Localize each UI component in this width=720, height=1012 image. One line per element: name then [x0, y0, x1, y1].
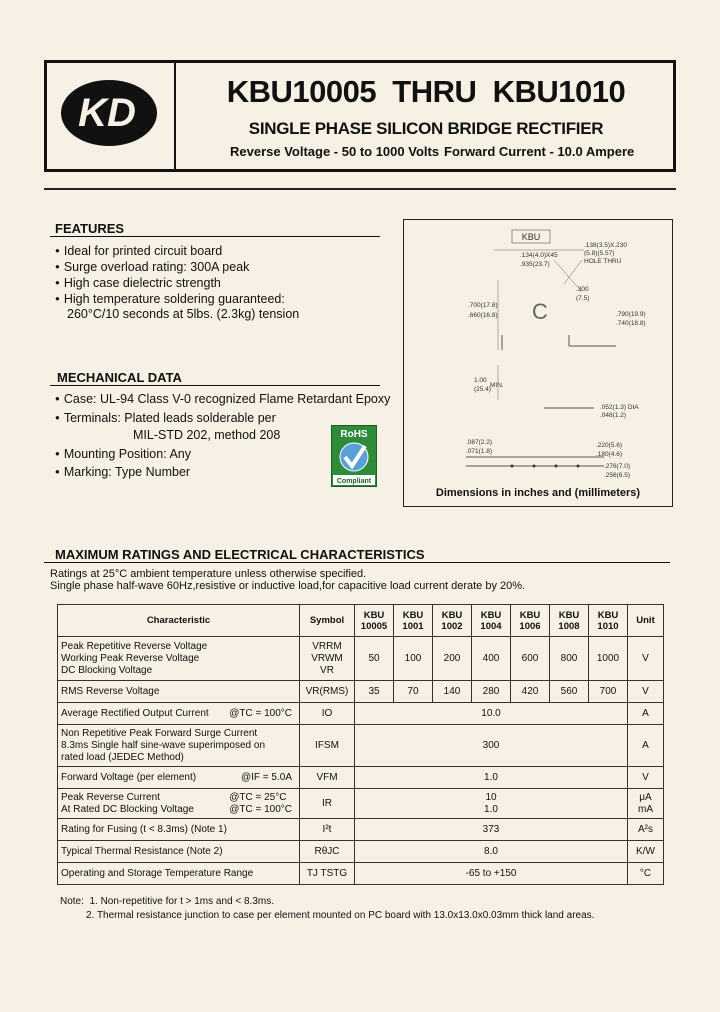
- value-cell: 35: [355, 681, 394, 703]
- col-header: KBU 1002: [433, 605, 472, 637]
- col-header: Symbol: [300, 605, 355, 637]
- dim-label: .935(23.7): [520, 261, 550, 268]
- value-cell: 10.0: [355, 703, 628, 725]
- unit-cell: °C: [628, 863, 664, 885]
- col-header: KBU 1001: [394, 605, 433, 637]
- characteristic-cell: Forward Voltage (per element) @IF = 5.0A: [58, 767, 300, 789]
- col-header: Unit: [628, 605, 664, 637]
- characteristic-cell: Peak Repetitive Reverse Voltage Working Peak Reverse Voltage DC Blocking Voltage: [58, 637, 300, 681]
- characteristic-cell: Operating and Storage Temperature Range: [58, 863, 300, 885]
- notes-label: Note:: [60, 896, 84, 907]
- symbol-cell: TJ TSTG: [300, 863, 355, 885]
- package-label: KBU: [521, 232, 541, 242]
- value-cell: 400: [472, 637, 511, 681]
- list-item-continuation: MIL-STD 202, method 208: [133, 428, 281, 442]
- unit-cell: V: [628, 637, 664, 681]
- dim-label: .220(5.6): [596, 442, 623, 449]
- features-list: [55, 243, 299, 322]
- value-cell: 373: [355, 819, 628, 841]
- value-cell: 1.0: [355, 767, 628, 789]
- value-cell: 1000: [589, 637, 628, 681]
- reverse-voltage-spec: Reverse Voltage - 50 to 1000 Volts: [230, 144, 440, 159]
- ratings-note-1: Ratings at 25°C ambient temperature unless otherwise specified.: [50, 568, 367, 580]
- symbol-cell: IR: [300, 789, 355, 819]
- list-item: ● Terminals: Plated leads solderable per: [55, 409, 390, 428]
- features-rule: [50, 236, 380, 237]
- dim-label: (7.5): [576, 295, 590, 302]
- table-row: [58, 725, 664, 767]
- table-row: [58, 863, 664, 885]
- ratings-rule: [44, 562, 670, 563]
- dim-label: .790(19.9): [616, 311, 646, 318]
- ratings-note-2: Single phase half-wave 60Hz,resistive or inductive load,for capacitive load current derate by 20%.: [50, 580, 526, 592]
- characteristic-cell: Typical Thermal Resistance (Note 2): [58, 841, 300, 863]
- list-item: ● Marking: Type Number: [55, 463, 390, 482]
- symbol-cell: VFM: [300, 767, 355, 789]
- svg-text:C: C: [532, 299, 548, 324]
- dim-label: .180(4.6): [596, 451, 623, 458]
- value-cell: 600: [511, 637, 550, 681]
- ratings-table: [57, 604, 664, 885]
- table-row: [58, 767, 664, 789]
- forward-current-spec: Forward Current - 10.0 Ampere: [444, 144, 635, 159]
- dim-label: .134(4.0)X45: [520, 252, 558, 259]
- package-diagram: [403, 219, 673, 507]
- logo-text: KD: [78, 91, 136, 135]
- mechanical-rule: [50, 385, 380, 386]
- unit-cell: V: [628, 681, 664, 703]
- dim-label: (25.4): [474, 386, 491, 393]
- unit-cell: A: [628, 725, 664, 767]
- dim-label: .660(16.8): [468, 312, 498, 319]
- value-cell: 300: [355, 725, 628, 767]
- list-item: ● High temperature soldering guaranteed:: [55, 291, 299, 307]
- col-header: KBU 1006: [511, 605, 550, 637]
- characteristic-cell: Rating for Fusing (t < 8.3ms) (Note 1): [58, 819, 300, 841]
- value-cell: 8.0: [355, 841, 628, 863]
- note-2: 2. Thermal resistance junction to case per element mounted on PC board with 13.0x13.0x0.03mm thick land areas.: [86, 910, 595, 921]
- rohs-label: RoHS: [340, 429, 368, 440]
- unit-cell: A²s: [628, 819, 664, 841]
- dim-label: .052(1.3) DIA: [600, 404, 639, 411]
- page-subtitle: SINGLE PHASE SILICON BRIDGE RECTIFIER: [248, 119, 604, 138]
- page-title: KBU10005 THRU KBU1010: [226, 74, 626, 109]
- value-cell: 100: [394, 637, 433, 681]
- dim-label: .276(7.0): [604, 463, 631, 470]
- list-item-continuation: 260°C/10 seconds at 5lbs. (2.3kg) tension: [67, 307, 300, 321]
- value-cell: 10 1.0: [355, 789, 628, 819]
- note-1: 1. Non-repetitive for t > 1ms and < 8.3ms.: [89, 896, 274, 907]
- dim-label: .300: [576, 286, 589, 293]
- rohs-badge: [331, 425, 377, 487]
- dim-label: .256(6.5): [604, 472, 631, 479]
- dim-label: .740(18.8): [616, 320, 646, 327]
- value-cell: 560: [550, 681, 589, 703]
- characteristic-cell: @TC = 25°C @TC = 100°C Peak Reverse Current At Rated DC Blocking Voltage: [58, 789, 300, 819]
- diagram-caption: Dimensions in inches and (millimeters): [435, 487, 641, 499]
- unit-cell: μA mA: [628, 789, 664, 819]
- characteristic-cell: Average Rectified Output Current @TC = 100°C: [58, 703, 300, 725]
- characteristic-cell: Non Repetitive Peak Forward Surge Current 8.3ms Single half sine-wave superimposed on rated load (JEDEC Method): [58, 725, 300, 767]
- table-row: [58, 637, 664, 681]
- list-item: ● Surge overload rating: 300A peak: [55, 259, 299, 275]
- features-title: FEATURES: [55, 221, 125, 236]
- value-cell: 140: [433, 681, 472, 703]
- symbol-cell: IO: [300, 703, 355, 725]
- col-header: KBU 1010: [589, 605, 628, 637]
- value-cell: 200: [433, 637, 472, 681]
- table-row: [58, 789, 664, 819]
- value-cell: 800: [550, 637, 589, 681]
- value-cell: 50: [355, 637, 394, 681]
- table-row: [58, 681, 664, 703]
- value-cell: 420: [511, 681, 550, 703]
- list-item: ● Mounting Position: Any: [55, 445, 390, 464]
- dim-label: .048(1.2): [600, 412, 627, 419]
- dim-label: (5.8)(5.57): [584, 250, 615, 257]
- dim-label: MIN.: [490, 382, 504, 389]
- list-item: ● High case dielectric strength: [55, 275, 299, 291]
- unit-cell: V: [628, 767, 664, 789]
- unit-cell: A: [628, 703, 664, 725]
- value-cell: 70: [394, 681, 433, 703]
- list-item: ● Case: UL-94 Class V-0 recognized Flame Retardant Epoxy: [55, 390, 390, 409]
- table-row: [58, 703, 664, 725]
- dim-label: .087(2.2): [466, 439, 493, 446]
- col-header: Characteristic: [58, 605, 300, 637]
- notes: [60, 895, 594, 923]
- table-header-row: [58, 605, 664, 637]
- value-cell: 700: [589, 681, 628, 703]
- dim-label: .138(3.5)X.230: [584, 242, 628, 249]
- dim-label: .700(17.8): [468, 302, 498, 309]
- dim-label: 1.00: [474, 377, 487, 384]
- rohs-sub: Compliant: [336, 478, 372, 485]
- table-row: [58, 841, 664, 863]
- mechanical-title: MECHANICAL DATA: [57, 370, 182, 385]
- kd-logo: [56, 75, 166, 151]
- symbol-cell: VRRM VRWM VR: [300, 637, 355, 681]
- symbol-cell: RθJC: [300, 841, 355, 863]
- unit-cell: K/W: [628, 841, 664, 863]
- characteristic-cell: RMS Reverse Voltage: [58, 681, 300, 703]
- symbol-cell: IFSM: [300, 725, 355, 767]
- symbol-cell: VR(RMS): [300, 681, 355, 703]
- value-cell: -65 to +150: [355, 863, 628, 885]
- col-header: KBU 1008: [550, 605, 589, 637]
- ratings-title: MAXIMUM RATINGS AND ELECTRICAL CHARACTERISTICS: [55, 547, 425, 562]
- symbol-cell: I²t: [300, 819, 355, 841]
- list-item: ● Ideal for printed circuit board: [55, 243, 299, 259]
- col-header: KBU 1004: [472, 605, 511, 637]
- dim-label: HOLE THRU: [584, 258, 622, 265]
- value-cell: 280: [472, 681, 511, 703]
- col-header: KBU 10005: [355, 605, 394, 637]
- table-row: [58, 819, 664, 841]
- header-rule: [44, 188, 676, 190]
- dim-label: .071(1.8): [466, 448, 493, 455]
